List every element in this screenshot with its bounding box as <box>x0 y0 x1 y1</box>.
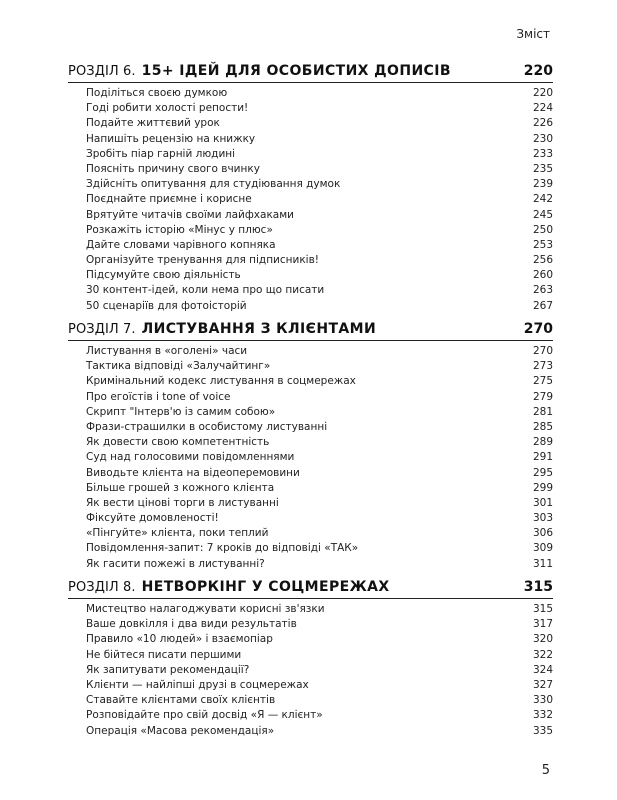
toc-entry-page: 291 <box>532 451 553 464</box>
toc-entry-title: Скрипт "Інтерв'ю із самим собою» <box>86 405 276 418</box>
toc-entry <box>68 420 553 435</box>
toc-entry-page: 233 <box>532 147 553 160</box>
toc-entry-title: Поясніть причину свого вчинку <box>86 162 260 175</box>
toc-entry-page: 260 <box>532 269 553 282</box>
chapter-section <box>68 61 553 314</box>
toc-entry-title: Фрази-страшилки в особистому листуванні <box>86 420 328 433</box>
toc-entry-page: 303 <box>532 512 553 525</box>
toc-entry-title: Виводьте клієнта на відеоперемовини <box>86 466 300 479</box>
toc-entry <box>68 147 553 162</box>
toc-entry <box>68 632 553 647</box>
toc-entry-title: Подайте життєвий урок <box>86 117 220 130</box>
toc-entry-page: 315 <box>532 603 553 615</box>
toc-entry-page: 270 <box>532 345 553 357</box>
chapter-section <box>68 577 553 739</box>
chapter-heading <box>68 61 553 81</box>
toc-entry <box>68 101 553 116</box>
chapter-divider <box>68 340 553 341</box>
chapter-divider <box>68 598 553 599</box>
toc-entry <box>68 253 553 268</box>
toc-entry <box>68 648 553 663</box>
running-header: Зміст <box>516 27 550 41</box>
toc-entry-title: Повідомлення-запит: 7 кроків до відповіді «ТАК» <box>86 542 359 555</box>
page-number: 5 <box>541 763 550 778</box>
toc-entry <box>68 693 553 708</box>
toc-entry-page: 324 <box>532 663 553 676</box>
toc-entry-page: 309 <box>532 542 553 555</box>
toc-entry-title: Розкажіть історію «Мінус у плюс» <box>86 223 273 236</box>
chapter-heading <box>68 319 553 339</box>
toc-entry-title: Клієнти — найліпші друзі в соцмережах <box>86 678 309 691</box>
toc-entry <box>68 526 553 541</box>
toc-entry-page: 285 <box>532 420 553 433</box>
toc-entry-page: 317 <box>532 618 553 631</box>
toc-entry-title: Організуйте тренування для підписників! <box>86 254 319 267</box>
toc-entry-title: Поєднайте приємне і корисне <box>86 193 252 206</box>
toc-entry-page: 245 <box>532 208 553 221</box>
toc-entry <box>68 405 553 420</box>
toc-entry-page: 295 <box>532 466 553 479</box>
chapter-label: РОЗДІЛ 8. <box>68 580 136 595</box>
toc-entry-page: 311 <box>532 557 553 570</box>
toc-entry <box>68 116 553 131</box>
toc-entry-page: 330 <box>532 694 553 707</box>
toc-entry-page: 322 <box>532 648 553 661</box>
toc-entry-page: 224 <box>532 102 553 115</box>
toc-entry-title: Мистецтво налагоджувати корисні зв'язки <box>86 603 325 615</box>
toc-entry-title: Поділіться своєю думкою <box>86 87 228 99</box>
chapter-page-number: 270 <box>523 321 553 337</box>
toc-entry-page: 275 <box>532 375 553 388</box>
toc-entry-page: 226 <box>532 117 553 130</box>
toc-entry-page: 335 <box>532 724 553 737</box>
toc-entry <box>68 511 553 526</box>
toc-entry-page: 220 <box>532 87 553 99</box>
toc-entry <box>68 359 553 374</box>
toc-entry-page: 256 <box>532 254 553 267</box>
toc-entry-title: Як гасити пожежі в листуванні? <box>86 557 265 570</box>
toc-entry <box>68 344 553 359</box>
toc-entry-title: Кримінальний кодекс листування в соцмережах <box>86 375 356 388</box>
toc-entry-title: Ваше довкілля і два види результатів <box>86 618 297 631</box>
chapter-title: ЛИСТУВАННЯ З КЛІЄНТАМИ <box>141 321 377 337</box>
toc-entry-page: 306 <box>532 527 553 540</box>
chapter-section <box>68 319 553 572</box>
toc-entry-page: 242 <box>532 193 553 206</box>
toc-entry <box>68 177 553 192</box>
toc-entry-title: Врятуйте читачів своїми лайфхаками <box>86 208 294 221</box>
toc-entry-page: 281 <box>532 405 553 418</box>
toc-entry-title: Здійсніть опитування для студіювання думок <box>86 178 341 191</box>
toc-entry <box>68 481 553 496</box>
chapter-page-number: 220 <box>523 63 553 79</box>
toc-entry <box>68 299 553 314</box>
toc-entry-page: 332 <box>532 709 553 722</box>
toc-entry <box>68 496 553 511</box>
toc-entry-title: Суд над голосовими повідомленнями <box>86 451 295 464</box>
toc-entry-page: 279 <box>532 390 553 403</box>
toc-entry <box>68 435 553 450</box>
toc-entry-page: 289 <box>532 436 553 449</box>
toc-entry <box>68 602 553 617</box>
toc-entry-title: Про егоїстів і tone of voice <box>86 390 231 403</box>
toc-entry-page: 299 <box>532 481 553 494</box>
toc-entry-title: 30 контент-ідей, коли нема про що писати <box>86 284 325 297</box>
chapter-heading <box>68 577 553 597</box>
toc-entry-title: Фіксуйте домовленості! <box>86 512 219 525</box>
toc-entry <box>68 208 553 223</box>
toc-entry-title: Правило «10 людей» і взаємопіар <box>86 633 273 646</box>
toc-entry <box>68 390 553 405</box>
toc-entry-title: Листування в «оголені» часи <box>86 345 248 357</box>
toc-entry <box>68 541 553 556</box>
toc-entry-page: 230 <box>532 132 553 145</box>
toc-entry <box>68 223 553 238</box>
toc-entry <box>68 132 553 147</box>
toc-entry-title: Тактика відповіді «Залучайтинг» <box>86 360 271 373</box>
toc-entry-page: 263 <box>532 284 553 297</box>
toc-entry-page: 320 <box>532 633 553 646</box>
toc-entry <box>68 268 553 283</box>
toc-entry-page: 253 <box>532 238 553 251</box>
chapter-page-number: 315 <box>523 579 553 595</box>
toc-entry <box>68 557 553 572</box>
toc-entry-title: Розповідайте про свій досвід «Я — клієнт» <box>86 709 323 722</box>
toc-entry <box>68 450 553 465</box>
chapter-label: РОЗДІЛ 7. <box>68 322 136 337</box>
toc-entry <box>68 678 553 693</box>
toc-entry-title: Як вести цінові торги в листуванні <box>86 496 279 509</box>
toc-entry-title: Більше грошей з кожного клієнта <box>86 481 275 494</box>
toc-entry-title: Операція «Масова рекомендація» <box>86 724 275 737</box>
toc-entry-page: 235 <box>532 162 553 175</box>
toc-entry-page: 239 <box>532 178 553 191</box>
toc-entry-title: Як запитувати рекомендації? <box>86 663 250 676</box>
toc-entry-title: Не бійтеся писати першими <box>86 648 242 661</box>
toc-entry <box>68 162 553 177</box>
toc-entry-title: Зробіть піар гарній людині <box>86 147 236 160</box>
toc-entry-title: Як довести свою компетентність <box>86 436 270 449</box>
toc-entry <box>68 238 553 253</box>
toc-entry-page: 267 <box>532 299 553 312</box>
chapter-label: РОЗДІЛ 6. <box>68 64 136 79</box>
toc-entry <box>68 374 553 389</box>
toc-entry <box>68 617 553 632</box>
toc-entry-page: 301 <box>532 496 553 509</box>
toc-entry-title: Підсумуйте свою діяльність <box>86 269 241 282</box>
toc-entry-page: 327 <box>532 678 553 691</box>
toc-entry-title: Дайте словами чарівного копняка <box>86 238 276 251</box>
toc-entry <box>68 466 553 481</box>
chapter-title: НЕТВОРКІНГ У СОЦМЕРЕЖАХ <box>141 579 390 595</box>
chapter-divider <box>68 82 553 83</box>
chapter-title: 15+ ІДЕЙ ДЛЯ ОСОБИСТИХ ДОПИСІВ <box>141 63 451 79</box>
toc-entry-page: 273 <box>532 360 553 373</box>
toc-entry-title: Годі робити холості репости! <box>86 102 249 115</box>
toc-entry-title: Напишіть рецензію на книжку <box>86 132 256 145</box>
toc-entry-page: 250 <box>532 223 553 236</box>
toc-entry-title: Ставайте клієнтами своїх клієнтів <box>86 694 276 707</box>
toc-entry <box>68 283 553 298</box>
toc-entry <box>68 724 553 739</box>
toc-entry <box>68 86 553 101</box>
toc-entry-title: «Пінгуйте» клієнта, поки теплий <box>86 527 269 540</box>
toc-entry <box>68 708 553 723</box>
toc-entry-title: 50 сценаріїв для фотоісторій <box>86 299 247 312</box>
toc-entry <box>68 192 553 207</box>
toc-entry <box>68 663 553 678</box>
